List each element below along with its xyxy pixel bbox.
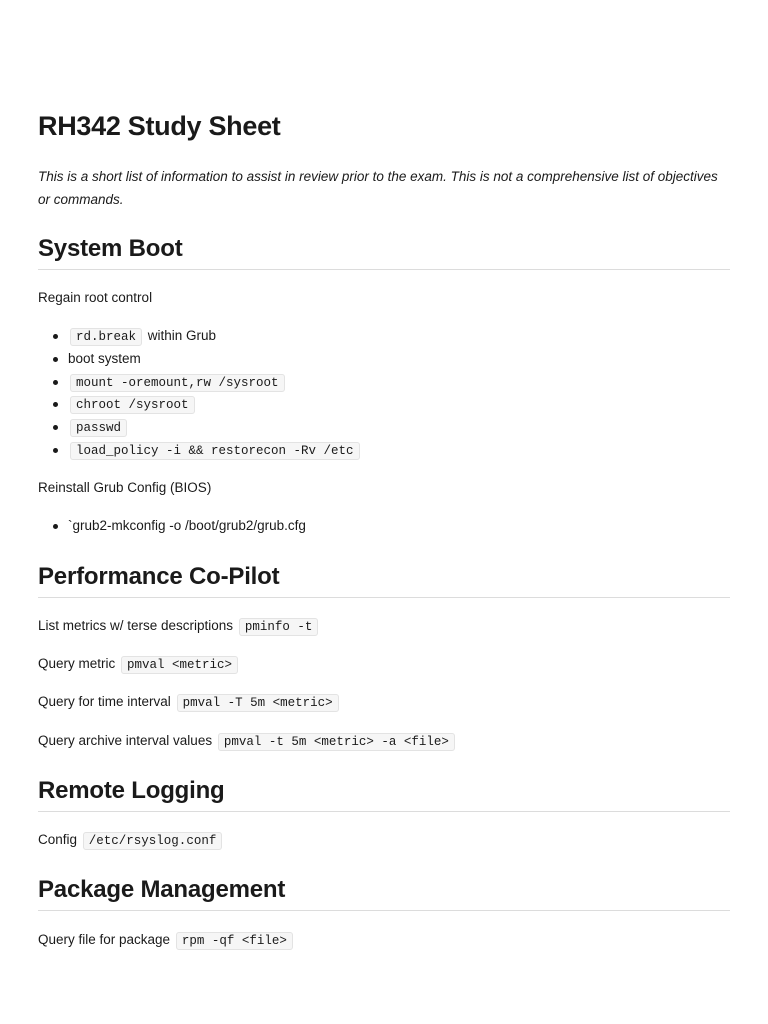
code-snippet: pmval -t 5m <metric> -a <file> [218, 733, 455, 751]
pcp-row: Query for time interval pmval -T 5m <metric> [38, 691, 341, 714]
list-item: boot system [38, 348, 362, 371]
regain-root-label: Regain root control [38, 290, 153, 305]
regain-root-list [38, 325, 362, 462]
code-snippet: rpm -qf <file> [176, 932, 293, 950]
pcp-row: Query archive interval values pmval -t 5m <metric> -a <file> [38, 730, 457, 753]
code-snippet: pminfo -t [239, 618, 319, 636]
heading-remote-logging: Remote Logging [38, 775, 730, 812]
code-snippet: passwd [70, 419, 127, 437]
list-item [38, 393, 362, 416]
list-item [38, 439, 362, 462]
code-snippet: pmval <metric> [121, 656, 238, 674]
heading-package-management: Package Management [38, 874, 730, 911]
list-item: `grub2-mkconfig -o /boot/grub2/grub.cfg [38, 515, 306, 538]
code-snippet: /etc/rsyslog.conf [83, 832, 223, 850]
code-snippet: rd.break [70, 328, 142, 346]
package-query-row: Query file for package rpm -qf <file> [38, 929, 295, 952]
page-title: RH342 Study Sheet [38, 111, 281, 141]
code-snippet: pmval -T 5m <metric> [177, 694, 339, 712]
list-item [38, 416, 362, 439]
reinstall-grub-label: Reinstall Grub Config (BIOS) [38, 480, 212, 495]
heading-system-boot: System Boot [38, 233, 730, 270]
code-snippet: chroot /sysroot [70, 396, 195, 414]
list-item [38, 371, 362, 394]
reinstall-grub-list [38, 515, 306, 538]
pcp-row: List metrics w/ terse descriptions pminfo -t [38, 615, 320, 638]
remote-logging-config: Config /etc/rsyslog.conf [38, 829, 224, 852]
list-item: rd.break within Grub [38, 325, 362, 348]
code-snippet: mount -oremount,rw /sysroot [70, 374, 285, 392]
intro-paragraph: This is a short list of information to assist in review prior to the exam. This is not a comprehensive list of objectives or commands. [38, 169, 718, 207]
heading-performance-co-pilot: Performance Co-Pilot [38, 561, 730, 598]
pcp-row: Query metric pmval <metric> [38, 653, 240, 676]
code-snippet: load_policy -i && restorecon -Rv /etc [70, 442, 360, 460]
